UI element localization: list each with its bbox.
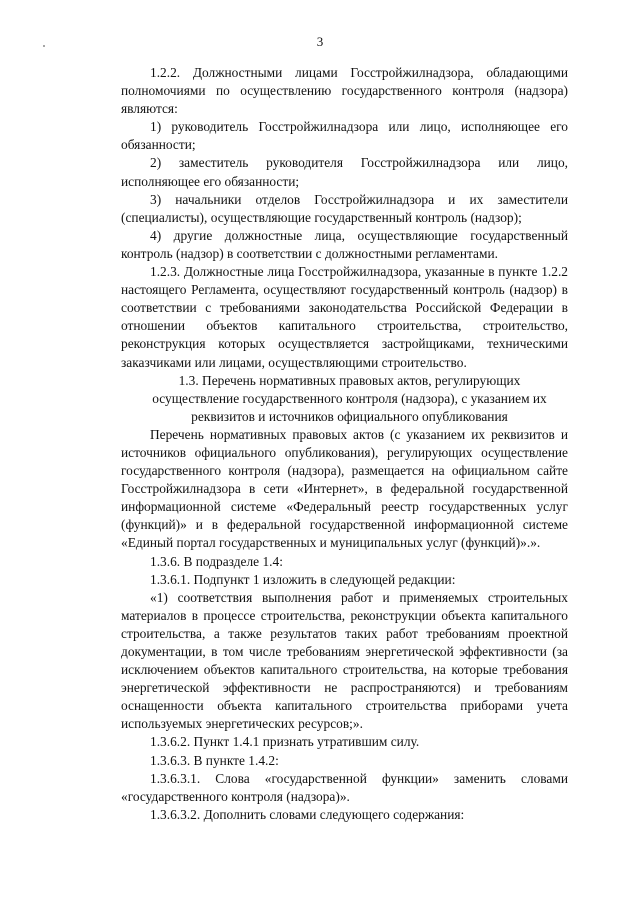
list-item-2: 2) заместитель руководителя Госстройжилнадзора или лицо, исполняющее его обязанности; bbox=[121, 155, 568, 189]
page-number: 3 bbox=[316, 34, 324, 49]
paragraph-list-of-acts: Перечень нормативных правовых актов (с указанием их реквизитов и источников официального опубликования), регулирующих осуществление государственного контроля (надзора), размещается на официальном сайте Госстройжилнадзора в сети «Интернет», в федеральной государственной информационной системе «Федеральный реестр государственных услуг (функций)» и в федеральной государственной информационной системе «Единый портал государственных и муниципальных услуг (функций)».». bbox=[121, 426, 568, 551]
section-heading-1-3: 1.3. Перечень нормативных правовых актов, регулирующих осуществление государственного контроля (надзора), с указанием их реквизитов и источников официального опубликования bbox=[152, 372, 547, 424]
paragraph-1-3-6-1: 1.3.6.1. Подпункт 1 изложить в следующей редакции: bbox=[150, 571, 456, 587]
list-item-4: 4) другие должностные лица, осуществляющие государственный контроль (надзор) в соответствии с должностными регламентами. bbox=[121, 227, 568, 261]
paragraph-1-3-6-3-1: 1.3.6.3.1. Слова «государственной функции» заменить словами «государственного контроля (надзора)». bbox=[121, 770, 568, 804]
paragraph-1-3-6-3: 1.3.6.3. В пункте 1.4.2: bbox=[150, 752, 279, 768]
paragraph-1-2-2: 1.2.2. Должностными лицами Госстройжилнадзора, обладающими полномочиями по осуществлению государственного контроля (надзора) являются: bbox=[121, 65, 568, 117]
list-item-3: 3) начальники отделов Госстройжилнадзора и их заместители (специалисты), осуществляющие государственный контроль (надзор); bbox=[121, 191, 568, 225]
paragraph-1-3-6: 1.3.6. В подразделе 1.4: bbox=[150, 553, 283, 569]
paragraph-1-3-6-3-2: 1.3.6.3.2. Дополнить словами следующего содержания: bbox=[150, 806, 465, 822]
paragraph-1-3-6-2: 1.3.6.2. Пункт 1.4.1 признать утратившим силу. bbox=[150, 734, 420, 750]
paragraph-1-2-3: 1.2.3. Должностные лица Госстройжилнадзора, указанные в пункте 1.2.2 настоящего Регламента, осуществляют государственный контроль (надзор) в соответствии с требованиями законодательства Российской Федерации в отношении объектов капитального строительства, строительство, реконструкция которых осуществляется застройщиками, техническими заказчиками или лицами, осуществляющими строительство. bbox=[121, 264, 568, 370]
document-body bbox=[121, 64, 568, 824]
list-item-1: 1) руководитель Госстройжилнадзора или лицо, исполняющее его обязанности; bbox=[121, 119, 568, 153]
paragraph-new-subitem-1: «1) соответствия выполнения работ и применяемых строительных материалов в процессе строительства, реконструкции объекта капитального строительства, а также результатов таких работ требованиям проектной документации, в том числе требованиям энергетической эффективности (за исключением объектов капитального строительства, на которые требования энергетической эффективности не распространяются) и требованиям оснащенности объекта капитального строительства приборами учета используемых энергетических ресурсов;». bbox=[121, 589, 568, 732]
